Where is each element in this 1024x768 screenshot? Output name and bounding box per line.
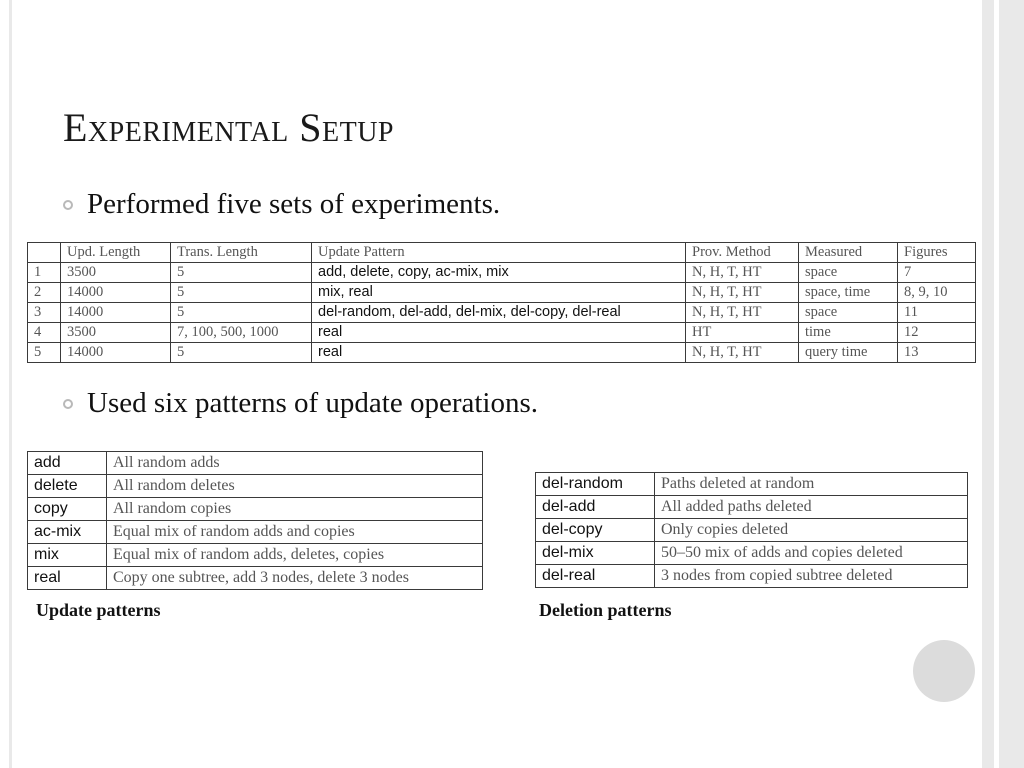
table-cell: real: [312, 323, 686, 343]
table-row: [28, 544, 483, 567]
pattern-name: del-mix: [536, 542, 655, 565]
table-cell: real: [312, 343, 686, 363]
column-header: Update Pattern: [312, 243, 686, 263]
table-cell: 8, 9, 10: [898, 283, 976, 303]
pattern-description: Paths deleted at random: [655, 473, 968, 496]
table-cell: add, delete, copy, ac-mix, mix: [312, 263, 686, 283]
table-cell: 7, 100, 500, 1000: [171, 323, 312, 343]
table-row: [536, 473, 968, 496]
column-header: Upd. Length: [61, 243, 171, 263]
table-cell: N, H, T, HT: [686, 343, 799, 363]
table-row: [536, 519, 968, 542]
table-cell: 5: [171, 343, 312, 363]
table-cell: 14000: [61, 343, 171, 363]
table-cell: query time: [799, 343, 898, 363]
table-cell: N, H, T, HT: [686, 283, 799, 303]
table-cell: space: [799, 303, 898, 323]
table-row: [28, 263, 976, 283]
table-cell: del-random, del-add, del-mix, del-copy, del-real: [312, 303, 686, 323]
table-row: [28, 498, 483, 521]
pattern-description: 3 nodes from copied subtree deleted: [655, 565, 968, 588]
table-row: [28, 475, 483, 498]
bullet-item: [63, 188, 500, 221]
right-border-decoration: [982, 0, 1024, 768]
table-cell: 14000: [61, 303, 171, 323]
pattern-description: Only copies deleted: [655, 519, 968, 542]
slide-decoration-circle: [913, 640, 975, 702]
table-cell: 5: [171, 303, 312, 323]
bullet-text: Performed five sets of experiments.: [87, 188, 501, 220]
update-patterns-table: [27, 451, 483, 590]
table-cell: 12: [898, 323, 976, 343]
table-cell: 7: [898, 263, 976, 283]
pattern-name: del-copy: [536, 519, 655, 542]
pattern-description: All random deletes: [107, 475, 483, 498]
column-header: Trans. Length: [171, 243, 312, 263]
pattern-name: delete: [28, 475, 107, 498]
pattern-name: del-random: [536, 473, 655, 496]
bullet-icon: [63, 399, 73, 409]
pattern-name: real: [28, 567, 107, 590]
table-cell: 13: [898, 343, 976, 363]
table-cell: 3500: [61, 263, 171, 283]
column-header: Measured: [799, 243, 898, 263]
table-cell: 3: [28, 303, 61, 323]
bullet-item: [63, 387, 538, 420]
pattern-description: Equal mix of random adds, deletes, copies: [107, 544, 483, 567]
left-border-decoration: [9, 0, 12, 768]
table-row: [28, 303, 976, 323]
table-cell: 1: [28, 263, 61, 283]
pattern-name: del-real: [536, 565, 655, 588]
deletion-patterns-table: [535, 472, 968, 588]
table-cell: 5: [171, 283, 312, 303]
table-cell: 5: [171, 263, 312, 283]
table-cell: HT: [686, 323, 799, 343]
table-cell: mix, real: [312, 283, 686, 303]
table-cell: time: [799, 323, 898, 343]
bullet-text: Used six patterns of update operations.: [87, 387, 539, 419]
bullet-icon: [63, 200, 73, 210]
pattern-description: 50–50 mix of adds and copies deleted: [655, 542, 968, 565]
column-header: [28, 243, 61, 263]
table-cell: 11: [898, 303, 976, 323]
table-cell: N, H, T, HT: [686, 263, 799, 283]
table-row: [28, 567, 483, 590]
table-row: [536, 565, 968, 588]
table-row: [28, 343, 976, 363]
update-patterns-caption: Update patterns: [36, 600, 161, 620]
table-row: [536, 542, 968, 565]
pattern-name: del-add: [536, 496, 655, 519]
pattern-name: copy: [28, 498, 107, 521]
table-cell: 4: [28, 323, 61, 343]
table-cell: N, H, T, HT: [686, 303, 799, 323]
pattern-name: mix: [28, 544, 107, 567]
deletion-patterns-caption: Deletion patterns: [539, 600, 672, 620]
table-header-row: [28, 243, 976, 263]
pattern-description: All added paths deleted: [655, 496, 968, 519]
table-row: [536, 496, 968, 519]
table-cell: space: [799, 263, 898, 283]
table-row: [28, 521, 483, 544]
table-row: [28, 323, 976, 343]
pattern-description: All random adds: [107, 452, 483, 475]
pattern-description: All random copies: [107, 498, 483, 521]
table-cell: 5: [28, 343, 61, 363]
pattern-name: ac-mix: [28, 521, 107, 544]
table-cell: 2: [28, 283, 61, 303]
pattern-description: Equal mix of random adds and copies: [107, 521, 483, 544]
table-row: [28, 452, 483, 475]
table-cell: space, time: [799, 283, 898, 303]
pattern-description: Copy one subtree, add 3 nodes, delete 3 nodes: [107, 567, 483, 590]
experiments-table: [27, 242, 976, 363]
table-cell: 14000: [61, 283, 171, 303]
pattern-name: add: [28, 452, 107, 475]
column-header: Prov. Method: [686, 243, 799, 263]
slide-title: Experimental Setup: [63, 105, 394, 150]
table-row: [28, 283, 976, 303]
column-header: Figures: [898, 243, 976, 263]
table-cell: 3500: [61, 323, 171, 343]
right-border-line: [994, 0, 999, 768]
